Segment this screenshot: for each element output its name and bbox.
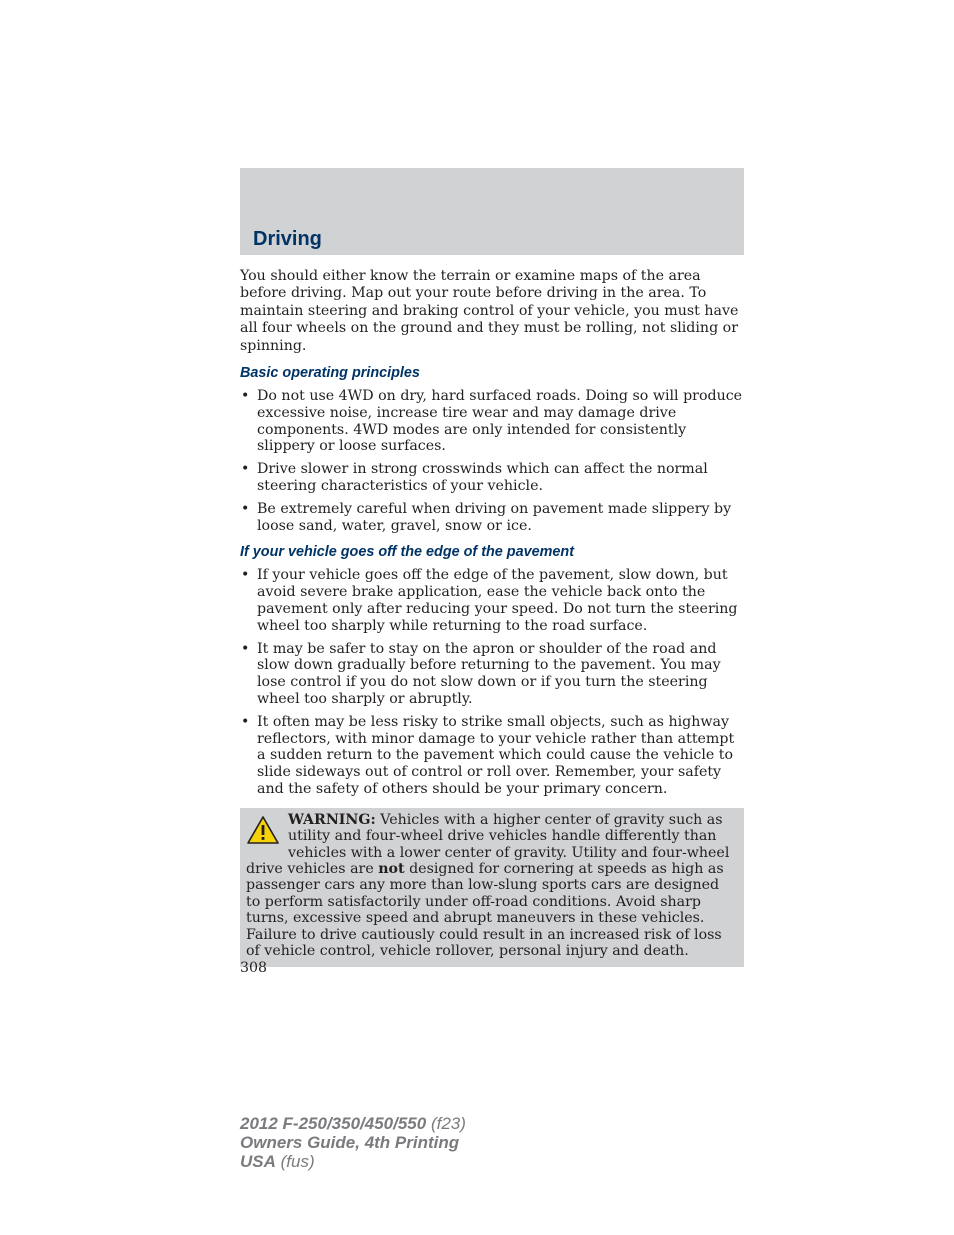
bullet-icon: •: [241, 388, 250, 405]
warning-text-after: designed for cornering at speeds as high as passenger cars any more than low-slung sports cars are designed to perform satisfactorily under off-road conditions. Avoid sharp turns, excessive speed and abrupt maneuvers in these vehicles. Failure to drive cautiously could result in an increased risk of loss of vehicle control, vehicle rollover, personal injury and death.: [246, 860, 724, 960]
list-item: • Be extremely careful when driving on pavement made slippery by loose sand, water, gravel, snow or ice.: [241, 500, 732, 534]
footer-line-model: 2012 F-250/350/450/550 (f23): [240, 1114, 466, 1133]
footer-line-market: USA (fus): [240, 1152, 315, 1171]
basic-principles-list: [240, 388, 744, 534]
footer-line-guide: Owners Guide, 4th Printing: [240, 1133, 460, 1152]
bullet-icon: •: [241, 461, 250, 478]
basic-principles-heading: Basic operating principles: [240, 365, 420, 382]
bullet-icon: •: [241, 567, 250, 584]
warning-text-before: Vehicles with a higher center of gravity such as utility and four-wheel drive vehicles handle differently than vehicles with a lower center of gravity. Utility and four-wheel drive vehicles are: [246, 811, 730, 877]
warning-triangle-icon: [246, 815, 280, 845]
off-pavement-heading: If your vehicle goes off the edge of the pavement: [240, 544, 574, 561]
list-item: • Do not use 4WD on dry, hard surfaced roads. Doing so will produce excessive noise, increase tire wear and may damage drive components. 4WD modes are only intended for consistently slippery or loose surfaces.: [241, 388, 743, 455]
bullet-icon: •: [241, 713, 250, 730]
page-content: [240, 268, 744, 967]
section-title: Driving: [253, 228, 322, 250]
list-item: • It often may be less risky to strike small objects, such as highway reflectors, with minor damage to your vehicle rather than attempt a sudden return to the pavement which could cause the vehicle to slide sideways out of control or roll over. Remember, your safety and the safety of others should be your primary concern.: [241, 713, 735, 797]
warning-label: WARNING:: [288, 811, 376, 828]
list-item: • It may be safer to stay on the apron or shoulder of the road and slow down gradually before returning to the pavement. You may lose control if you do not slow down or if you turn the steering wheel too sharply or abruptly.: [241, 640, 721, 707]
off-pavement-list: [240, 567, 744, 797]
bullet-icon: •: [241, 640, 250, 657]
intro-paragraph: You should either know the terrain or examine maps of the area before driving. Map out your route before driving in the area. To maintain steering and braking control of your vehicle, you must have all four wheels on the ground and they must be rolling, not sliding or spinning.: [240, 268, 739, 354]
section-header-band: [240, 168, 744, 255]
list-item: • If your vehicle goes off the edge of the pavement, slow down, but avoid severe brake application, ease the vehicle back onto the pavement only after reducing your speed. Do not turn the steering wheel too sharply while returning to the road surface.: [241, 567, 738, 634]
document-footer: [240, 1114, 466, 1171]
warning-box: [240, 808, 744, 968]
list-item: • Drive slower in strong crosswinds which can affect the normal steering characteristics of your vehicle.: [241, 461, 708, 495]
page-number: 308: [240, 960, 268, 976]
warning-emphasis: not: [378, 860, 405, 877]
bullet-icon: •: [241, 500, 250, 517]
